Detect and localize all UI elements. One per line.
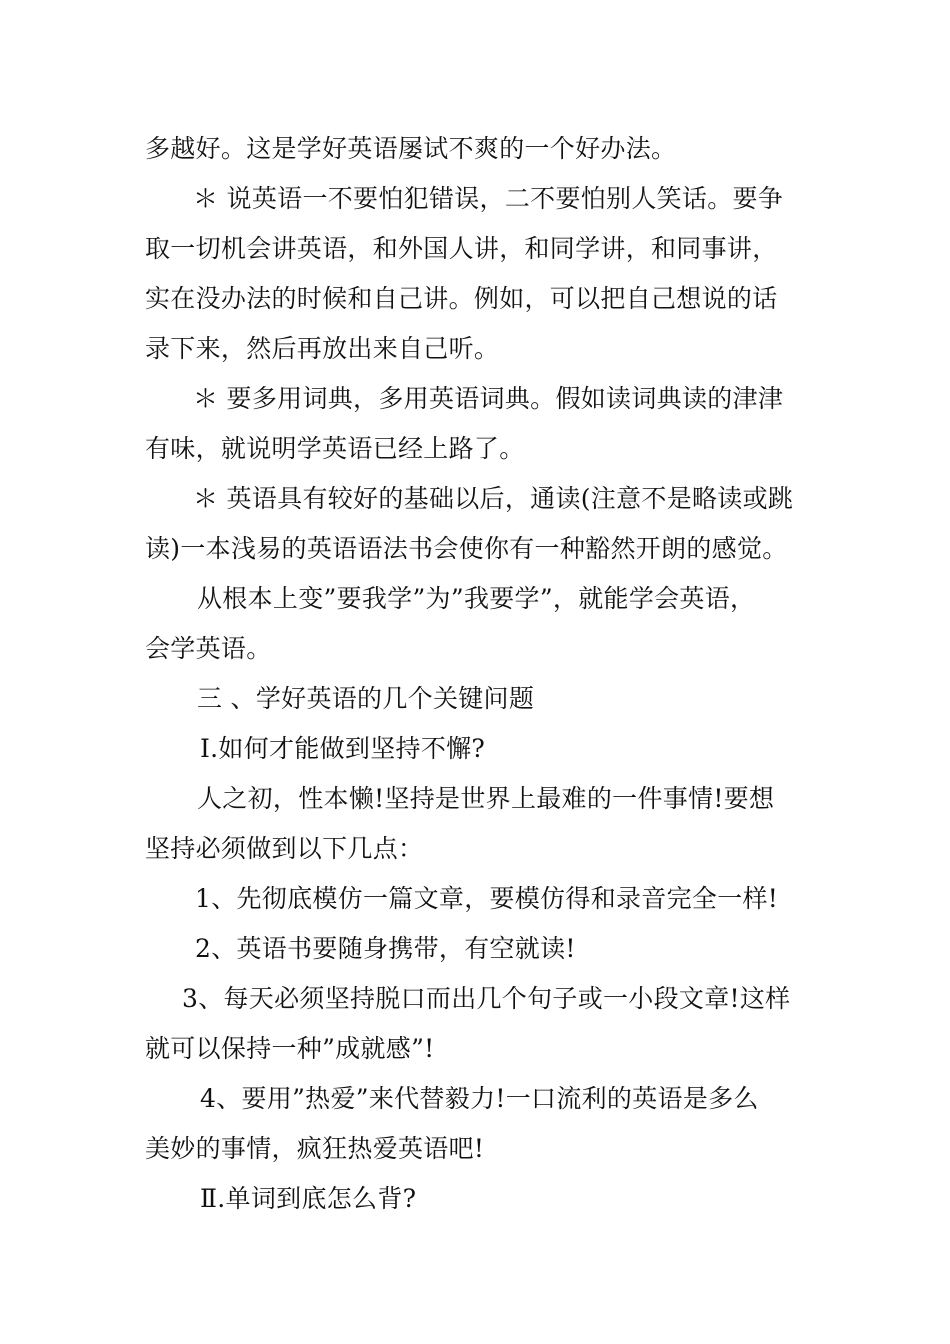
text-line: 人之初，性本懒!坚持是世界上最难的一件事情!要想 xyxy=(197,784,775,813)
text-line: 取一切机会讲英语，和外国人讲，和同学讲，和同事讲， xyxy=(145,234,778,263)
list-item: 3、每天必须坚持脱口而出几个句子或一小段文章!这样 xyxy=(182,984,791,1013)
list-item: 2、英语书要随身携带，有空就读! xyxy=(195,934,576,963)
text-line: 美妙的事情，疯狂热爱英语吧! xyxy=(145,1134,485,1163)
text-line: 从根本上变”要我学”为”我要学”，就能学会英语， xyxy=(197,584,756,613)
bullet-line: ＊ 英语具有较好的基础以后，通读(注意不是略读或跳 xyxy=(193,484,794,513)
text-line: 多越好。这是学好英语屡试不爽的一个好办法。 xyxy=(145,134,677,163)
bullet-line: ＊ 要多用词典，多用英语词典。假如读词典读的津津 xyxy=(193,384,784,413)
list-item: 4、要用”热爱”来代替毅力!一口流利的英语是多么 xyxy=(200,1084,759,1113)
text-line: 实在没办法的时候和自己讲。例如，可以把自己想说的话 xyxy=(145,284,778,313)
text-line: 就可以保持一种”成就感”! xyxy=(145,1034,435,1063)
text-line: 有味，就说明学英语已经上路了。 xyxy=(145,434,525,463)
text-line: 会学英语。 xyxy=(145,634,272,663)
subsection-heading: Ⅰ.如何才能做到坚持不懈? xyxy=(200,734,486,763)
section-heading: 三 、学好英语的几个关键问题 xyxy=(197,684,535,713)
text-line: 读)一本浅易的英语语法书会使你有一种豁然开朗的感觉。 xyxy=(145,534,788,563)
text-line: 录下来，然后再放出来自己听。 xyxy=(145,334,500,363)
list-item: 1、先彻底模仿一篇文章，要模仿得和录音完全一样! xyxy=(195,884,779,913)
text-line: 坚持必须做到以下几点： xyxy=(145,834,424,863)
bullet-line: ＊ 说英语一不要怕犯错误，二不要怕别人笑话。要争 xyxy=(193,184,784,213)
subsection-heading: Ⅱ.单词到底怎么背? xyxy=(200,1184,417,1213)
